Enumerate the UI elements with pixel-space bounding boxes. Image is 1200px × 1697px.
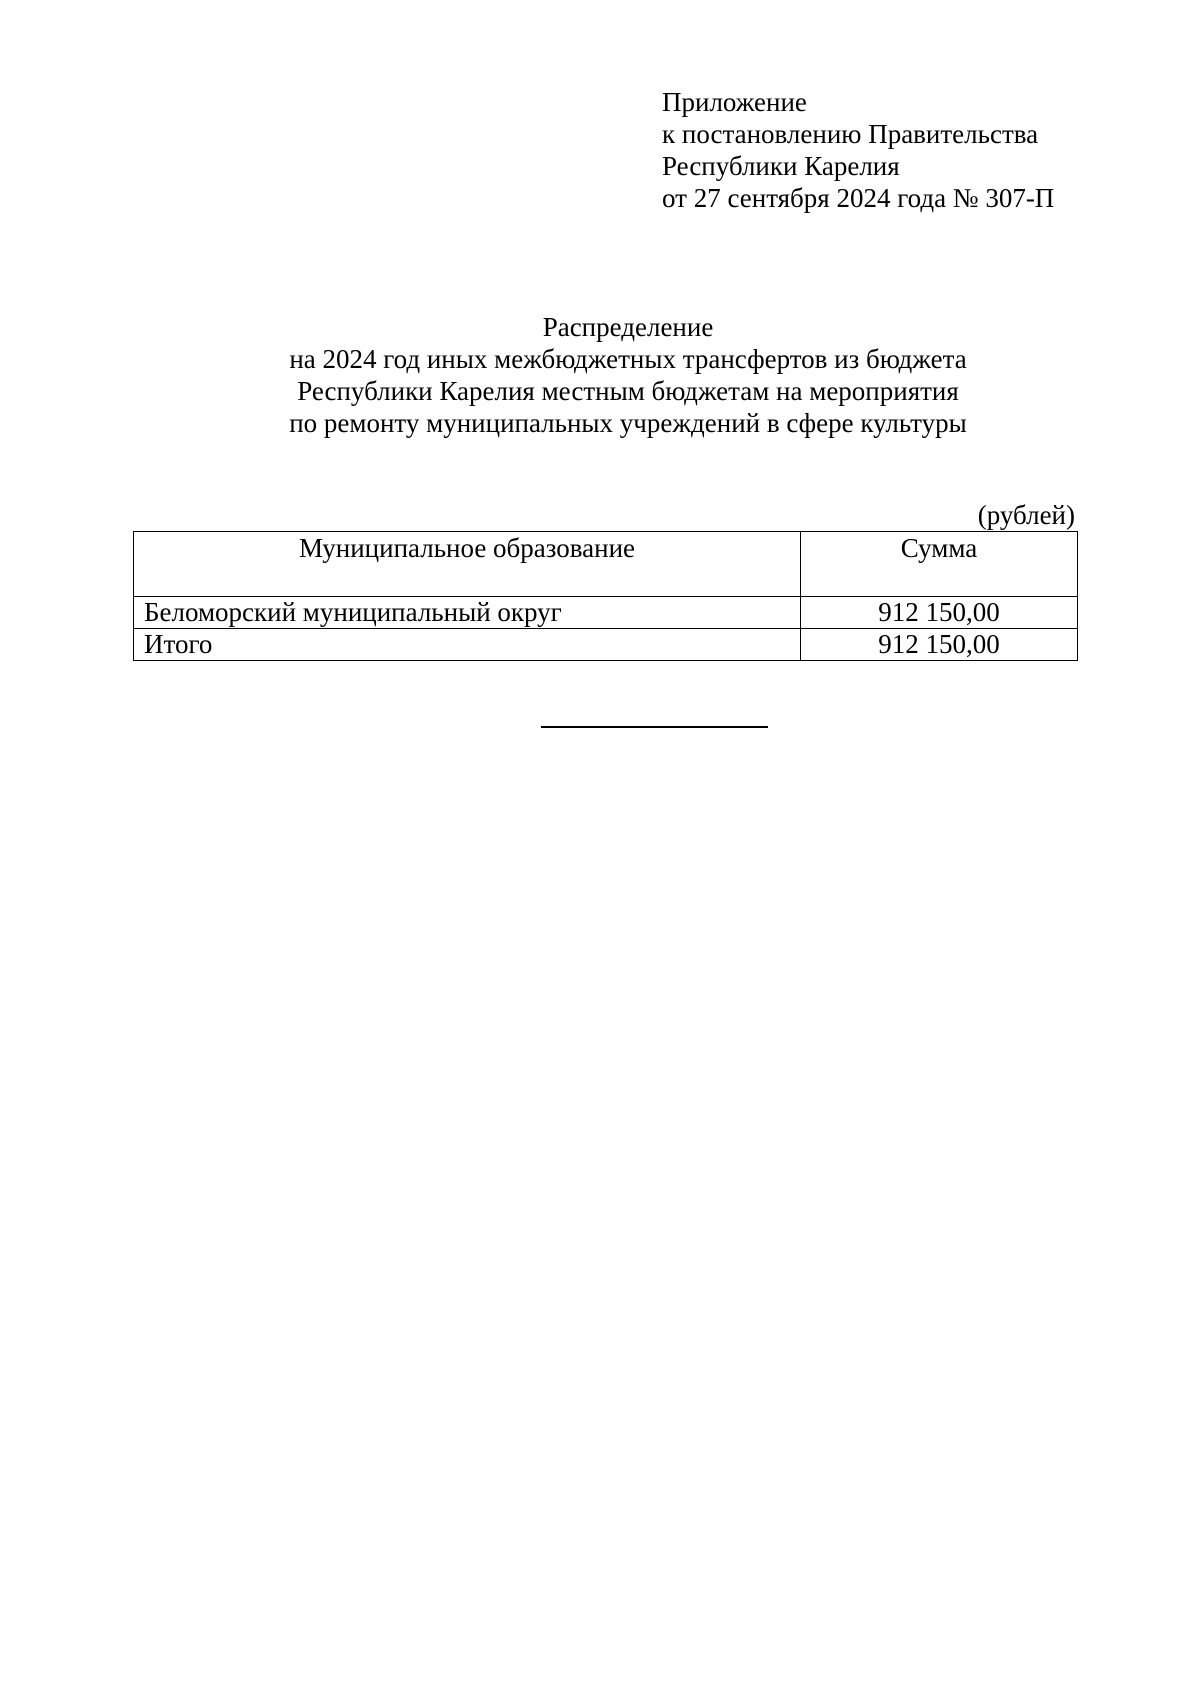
- table-header-row: [134, 532, 1078, 597]
- appendix-line-2: к постановлению Правительства: [662, 119, 1039, 149]
- row-municipality: Беломорский муниципальный округ: [134, 597, 801, 629]
- title-line-2: на 2024 год иных межбюджетных трансфертов из бюджета: [289, 344, 967, 374]
- document-title: [134, 311, 1122, 439]
- total-amount: 912 150,00: [801, 629, 1078, 661]
- table-row: [134, 597, 1078, 629]
- header-municipality: Муниципальное образование: [134, 532, 801, 597]
- appendix-block: [662, 86, 1054, 214]
- distribution-table: [133, 531, 1078, 661]
- appendix-line-3: Республики Карелия: [662, 151, 900, 181]
- appendix-line-4: от 27 сентября 2024 года № 307-П: [662, 183, 1055, 213]
- title-line-1: Распределение: [542, 312, 714, 342]
- units-label: (рублей): [977, 500, 1075, 530]
- total-label: Итого: [134, 629, 801, 661]
- closing-divider: [541, 726, 768, 728]
- title-line-3: Республики Карелия местным бюджетам на мероприятия: [297, 376, 959, 406]
- total-row: [134, 629, 1078, 661]
- row-amount: 912 150,00: [801, 597, 1078, 629]
- header-amount: Сумма: [801, 532, 1078, 597]
- title-line-4: по ремонту муниципальных учреждений в сфере культуры: [289, 408, 967, 438]
- appendix-line-1: Приложение: [662, 87, 807, 117]
